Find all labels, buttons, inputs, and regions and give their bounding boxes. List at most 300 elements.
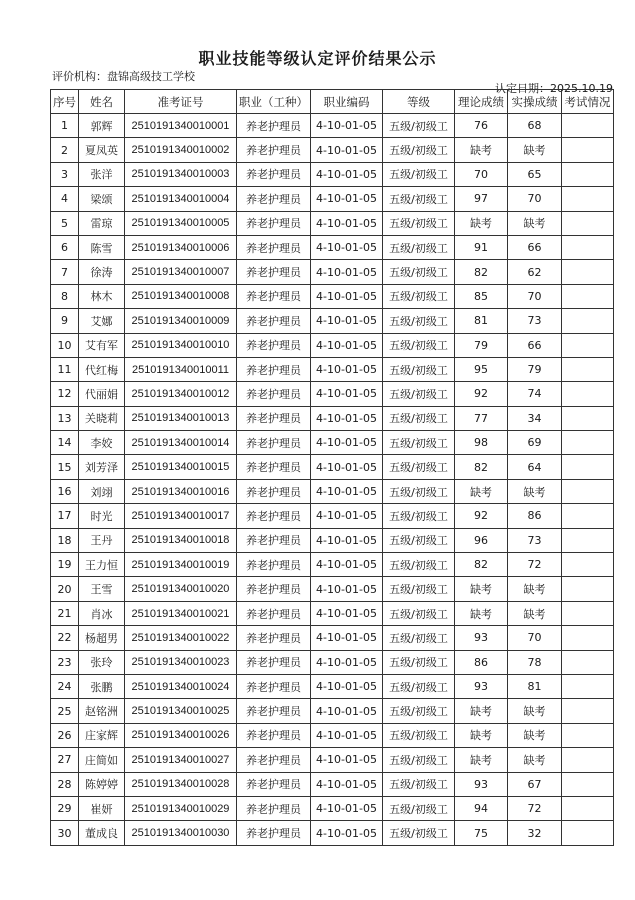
cell-name: 董成良 (79, 821, 125, 845)
header-level: 等级 (383, 90, 455, 114)
cell-level: 五级/初级工 (383, 723, 455, 747)
cell-index: 22 (51, 626, 79, 650)
cell-exam-status (562, 650, 614, 674)
cell-name: 艾有军 (79, 333, 125, 357)
cell-level: 五级/初级工 (383, 211, 455, 235)
cell-exam-id: 2510191340010020 (125, 577, 237, 601)
cell-exam-status (562, 479, 614, 503)
cell-exam-status (562, 699, 614, 723)
cell-exam-id: 2510191340010008 (125, 284, 237, 308)
cell-practical-score: 72 (508, 796, 562, 820)
table-row (51, 601, 614, 625)
cell-exam-id: 2510191340010002 (125, 138, 237, 162)
cell-level: 五级/初级工 (383, 382, 455, 406)
cell-occupation-code: 4-10-01-05 (311, 284, 383, 308)
cell-practical-score: 缺考 (508, 138, 562, 162)
cell-exam-id: 2510191340010015 (125, 455, 237, 479)
cell-theory-score: 96 (455, 528, 508, 552)
cell-occupation: 养老护理员 (237, 650, 311, 674)
cell-level: 五级/初级工 (383, 357, 455, 381)
cell-occupation: 养老护理员 (237, 821, 311, 845)
cell-occupation-code: 4-10-01-05 (311, 723, 383, 747)
cell-practical-score: 66 (508, 235, 562, 259)
cell-index: 27 (51, 748, 79, 772)
cell-occupation-code: 4-10-01-05 (311, 114, 383, 138)
cell-index: 26 (51, 723, 79, 747)
table-row (51, 235, 614, 259)
cell-occupation-code: 4-10-01-05 (311, 357, 383, 381)
cell-exam-id: 2510191340010005 (125, 211, 237, 235)
cell-level: 五级/初级工 (383, 504, 455, 528)
cell-practical-score: 缺考 (508, 699, 562, 723)
cell-practical-score: 缺考 (508, 748, 562, 772)
cell-practical-score: 72 (508, 553, 562, 577)
cell-name: 郭辉 (79, 114, 125, 138)
cell-practical-score: 67 (508, 772, 562, 796)
cell-theory-score: 93 (455, 674, 508, 698)
cell-level: 五级/初级工 (383, 553, 455, 577)
cell-theory-score: 缺考 (455, 748, 508, 772)
header-exam-status: 考试情况 (562, 90, 614, 114)
cell-theory-score: 缺考 (455, 601, 508, 625)
cell-exam-status (562, 674, 614, 698)
cell-occupation-code: 4-10-01-05 (311, 601, 383, 625)
table-row (51, 748, 614, 772)
cell-level: 五级/初级工 (383, 260, 455, 284)
cell-index: 18 (51, 528, 79, 552)
cell-occupation-code: 4-10-01-05 (311, 479, 383, 503)
table-row (51, 699, 614, 723)
cell-exam-id: 2510191340010001 (125, 114, 237, 138)
cell-exam-status (562, 114, 614, 138)
cell-name: 张玲 (79, 650, 125, 674)
cell-exam-status (562, 235, 614, 259)
cell-index: 30 (51, 821, 79, 845)
cell-occupation-code: 4-10-01-05 (311, 772, 383, 796)
cell-name: 杨超男 (79, 626, 125, 650)
cell-occupation-code: 4-10-01-05 (311, 796, 383, 820)
table-row (51, 772, 614, 796)
cell-level: 五级/初级工 (383, 235, 455, 259)
cell-exam-status (562, 138, 614, 162)
cell-name: 陈婷婷 (79, 772, 125, 796)
cell-occupation-code: 4-10-01-05 (311, 455, 383, 479)
cell-occupation: 养老护理员 (237, 674, 311, 698)
cell-index: 15 (51, 455, 79, 479)
table-row (51, 260, 614, 284)
cell-name: 艾娜 (79, 309, 125, 333)
cell-name: 梁颂 (79, 187, 125, 211)
table-row (51, 187, 614, 211)
cell-theory-score: 92 (455, 504, 508, 528)
cell-practical-score: 70 (508, 284, 562, 308)
cell-exam-id: 2510191340010023 (125, 650, 237, 674)
table-row (51, 553, 614, 577)
cell-exam-id: 2510191340010030 (125, 821, 237, 845)
cell-level: 五级/初级工 (383, 674, 455, 698)
cell-name: 庄简如 (79, 748, 125, 772)
table-row (51, 650, 614, 674)
table-row (51, 357, 614, 381)
cell-index: 6 (51, 235, 79, 259)
cell-exam-id: 2510191340010004 (125, 187, 237, 211)
cell-index: 10 (51, 333, 79, 357)
cell-exam-status (562, 406, 614, 430)
cell-level: 五级/初级工 (383, 796, 455, 820)
cell-name: 徐涛 (79, 260, 125, 284)
cell-index: 24 (51, 674, 79, 698)
cell-practical-score: 64 (508, 455, 562, 479)
table-row (51, 796, 614, 820)
cell-exam-id: 2510191340010028 (125, 772, 237, 796)
cell-occupation: 养老护理员 (237, 796, 311, 820)
cell-name: 代丽娟 (79, 382, 125, 406)
cell-name: 代红梅 (79, 357, 125, 381)
cell-index: 7 (51, 260, 79, 284)
cell-exam-status (562, 187, 614, 211)
cell-practical-score: 缺考 (508, 723, 562, 747)
cell-occupation: 养老护理员 (237, 626, 311, 650)
cell-theory-score: 缺考 (455, 699, 508, 723)
cell-occupation: 养老护理员 (237, 431, 311, 455)
cell-occupation: 养老护理员 (237, 504, 311, 528)
cell-occupation: 养老护理员 (237, 235, 311, 259)
cell-exam-status (562, 601, 614, 625)
cell-theory-score: 79 (455, 333, 508, 357)
cell-occupation-code: 4-10-01-05 (311, 431, 383, 455)
cell-occupation: 养老护理员 (237, 284, 311, 308)
page-title: 职业技能等级认定评价结果公示 (198, 49, 437, 68)
cell-exam-id: 2510191340010006 (125, 235, 237, 259)
cell-level: 五级/初级工 (383, 114, 455, 138)
cell-practical-score: 缺考 (508, 601, 562, 625)
cell-name: 雷琼 (79, 211, 125, 235)
table-row (51, 723, 614, 747)
cell-index: 1 (51, 114, 79, 138)
cell-name: 王丹 (79, 528, 125, 552)
cell-index: 5 (51, 211, 79, 235)
cell-theory-score: 98 (455, 431, 508, 455)
cell-theory-score: 82 (455, 553, 508, 577)
cell-exam-status (562, 772, 614, 796)
cell-practical-score: 73 (508, 309, 562, 333)
cell-name: 夏凤英 (79, 138, 125, 162)
table-row (51, 382, 614, 406)
cell-name: 王雪 (79, 577, 125, 601)
cell-practical-score: 32 (508, 821, 562, 845)
cell-index: 11 (51, 357, 79, 381)
cell-index: 29 (51, 796, 79, 820)
cell-practical-score: 68 (508, 114, 562, 138)
cell-occupation: 养老护理员 (237, 138, 311, 162)
cell-exam-status (562, 553, 614, 577)
cell-theory-score: 缺考 (455, 577, 508, 601)
cell-occupation-code: 4-10-01-05 (311, 674, 383, 698)
cell-exam-id: 2510191340010019 (125, 553, 237, 577)
cell-occupation-code: 4-10-01-05 (311, 138, 383, 162)
cell-occupation-code: 4-10-01-05 (311, 699, 383, 723)
cell-index: 23 (51, 650, 79, 674)
cell-index: 2 (51, 138, 79, 162)
cell-theory-score: 86 (455, 650, 508, 674)
cell-index: 13 (51, 406, 79, 430)
cell-name: 肖冰 (79, 601, 125, 625)
table-row (51, 284, 614, 308)
cell-exam-id: 2510191340010021 (125, 601, 237, 625)
table-row (51, 431, 614, 455)
cell-name: 时光 (79, 504, 125, 528)
table-row (51, 504, 614, 528)
cell-occupation: 养老护理员 (237, 333, 311, 357)
cell-occupation-code: 4-10-01-05 (311, 821, 383, 845)
cell-level: 五级/初级工 (383, 406, 455, 430)
table-row (51, 138, 614, 162)
table-header-row (51, 90, 614, 114)
cell-level: 五级/初级工 (383, 601, 455, 625)
header-index: 序号 (51, 90, 79, 114)
cell-exam-status (562, 431, 614, 455)
cell-practical-score: 34 (508, 406, 562, 430)
cell-theory-score: 82 (455, 260, 508, 284)
cell-index: 8 (51, 284, 79, 308)
cell-practical-score: 缺考 (508, 577, 562, 601)
header-exam-id: 准考证号 (125, 90, 237, 114)
cell-index: 25 (51, 699, 79, 723)
cell-occupation-code: 4-10-01-05 (311, 333, 383, 357)
cell-practical-score: 73 (508, 528, 562, 552)
cell-theory-score: 94 (455, 796, 508, 820)
table-row (51, 528, 614, 552)
cell-practical-score: 69 (508, 431, 562, 455)
cell-level: 五级/初级工 (383, 821, 455, 845)
cell-exam-id: 2510191340010029 (125, 796, 237, 820)
cell-theory-score: 77 (455, 406, 508, 430)
cell-index: 4 (51, 187, 79, 211)
cell-occupation: 养老护理员 (237, 723, 311, 747)
cell-exam-id: 2510191340010014 (125, 431, 237, 455)
cell-theory-score: 75 (455, 821, 508, 845)
cell-occupation: 养老护理员 (237, 187, 311, 211)
cell-index: 21 (51, 601, 79, 625)
cell-name: 庄家辉 (79, 723, 125, 747)
cell-occupation: 养老护理员 (237, 406, 311, 430)
table-row (51, 455, 614, 479)
cell-index: 3 (51, 162, 79, 186)
cell-theory-score: 95 (455, 357, 508, 381)
cell-level: 五级/初级工 (383, 138, 455, 162)
table-row (51, 479, 614, 503)
cell-theory-score: 70 (455, 162, 508, 186)
cell-occupation: 养老护理员 (237, 699, 311, 723)
cell-occupation-code: 4-10-01-05 (311, 162, 383, 186)
cell-practical-score: 62 (508, 260, 562, 284)
cell-occupation: 养老护理员 (237, 260, 311, 284)
cell-occupation-code: 4-10-01-05 (311, 528, 383, 552)
cell-level: 五级/初级工 (383, 577, 455, 601)
cell-index: 12 (51, 382, 79, 406)
cell-level: 五级/初级工 (383, 528, 455, 552)
cell-exam-status (562, 748, 614, 772)
cell-index: 19 (51, 553, 79, 577)
cell-theory-score: 93 (455, 626, 508, 650)
cell-practical-score: 66 (508, 333, 562, 357)
cell-theory-score: 缺考 (455, 138, 508, 162)
cell-occupation-code: 4-10-01-05 (311, 577, 383, 601)
cell-index: 14 (51, 431, 79, 455)
table-row (51, 577, 614, 601)
cell-exam-status (562, 626, 614, 650)
cell-exam-status (562, 796, 614, 820)
cell-practical-score: 70 (508, 626, 562, 650)
cell-exam-id: 2510191340010013 (125, 406, 237, 430)
cell-exam-status (562, 455, 614, 479)
cell-exam-status (562, 528, 614, 552)
cell-theory-score: 缺考 (455, 723, 508, 747)
cell-exam-id: 2510191340010007 (125, 260, 237, 284)
cell-occupation-code: 4-10-01-05 (311, 382, 383, 406)
cell-theory-score: 缺考 (455, 479, 508, 503)
cell-level: 五级/初级工 (383, 309, 455, 333)
cell-name: 陈雪 (79, 235, 125, 259)
cell-practical-score: 缺考 (508, 479, 562, 503)
cell-practical-score: 78 (508, 650, 562, 674)
cell-theory-score: 93 (455, 772, 508, 796)
cell-occupation: 养老护理员 (237, 114, 311, 138)
cell-practical-score: 65 (508, 162, 562, 186)
table-row (51, 114, 614, 138)
cell-occupation: 养老护理员 (237, 601, 311, 625)
cell-occupation-code: 4-10-01-05 (311, 235, 383, 259)
cell-practical-score: 70 (508, 187, 562, 211)
cell-level: 五级/初级工 (383, 162, 455, 186)
cell-level: 五级/初级工 (383, 431, 455, 455)
cell-index: 28 (51, 772, 79, 796)
cell-occupation: 养老护理员 (237, 211, 311, 235)
cell-exam-status (562, 821, 614, 845)
cell-occupation: 养老护理员 (237, 553, 311, 577)
cell-exam-id: 2510191340010012 (125, 382, 237, 406)
cell-exam-id: 2510191340010026 (125, 723, 237, 747)
cell-practical-score: 74 (508, 382, 562, 406)
cell-index: 9 (51, 309, 79, 333)
cell-level: 五级/初级工 (383, 479, 455, 503)
cell-level: 五级/初级工 (383, 333, 455, 357)
cell-occupation-code: 4-10-01-05 (311, 309, 383, 333)
cell-occupation-code: 4-10-01-05 (311, 504, 383, 528)
cell-occupation: 养老护理员 (237, 479, 311, 503)
cell-exam-id: 2510191340010018 (125, 528, 237, 552)
cell-exam-id: 2510191340010022 (125, 626, 237, 650)
cell-level: 五级/初级工 (383, 650, 455, 674)
cell-name: 关晓莉 (79, 406, 125, 430)
cell-occupation: 养老护理员 (237, 455, 311, 479)
cell-exam-status (562, 260, 614, 284)
cell-exam-id: 2510191340010016 (125, 479, 237, 503)
cell-occupation: 养老护理员 (237, 748, 311, 772)
cell-exam-id: 2510191340010025 (125, 699, 237, 723)
cell-practical-score: 81 (508, 674, 562, 698)
cell-exam-status (562, 504, 614, 528)
cell-exam-status (562, 382, 614, 406)
cell-occupation: 养老护理员 (237, 382, 311, 406)
cell-occupation-code: 4-10-01-05 (311, 553, 383, 577)
header-practical-score: 实操成绩 (508, 90, 562, 114)
cell-theory-score: 81 (455, 309, 508, 333)
table-row (51, 211, 614, 235)
cell-exam-status (562, 723, 614, 747)
cell-level: 五级/初级工 (383, 284, 455, 308)
cell-exam-id: 2510191340010024 (125, 674, 237, 698)
cell-theory-score: 76 (455, 114, 508, 138)
cell-occupation-code: 4-10-01-05 (311, 260, 383, 284)
cell-occupation-code: 4-10-01-05 (311, 406, 383, 430)
table-row (51, 674, 614, 698)
cell-occupation: 养老护理员 (237, 162, 311, 186)
cell-index: 20 (51, 577, 79, 601)
cell-exam-status (562, 333, 614, 357)
cell-exam-status (562, 162, 614, 186)
cell-occupation-code: 4-10-01-05 (311, 211, 383, 235)
cell-occupation-code: 4-10-01-05 (311, 748, 383, 772)
cell-exam-id: 2510191340010017 (125, 504, 237, 528)
header-name: 姓名 (79, 90, 125, 114)
cell-occupation: 养老护理员 (237, 772, 311, 796)
cell-exam-status (562, 284, 614, 308)
cell-exam-id: 2510191340010010 (125, 333, 237, 357)
cell-level: 五级/初级工 (383, 748, 455, 772)
table-row (51, 333, 614, 357)
cell-occupation: 养老护理员 (237, 357, 311, 381)
cell-theory-score: 缺考 (455, 211, 508, 235)
evaluation-organization: 评价机构：盘锦高级技工学校 (52, 70, 195, 83)
cell-index: 16 (51, 479, 79, 503)
cell-theory-score: 85 (455, 284, 508, 308)
header-occupation-code: 职业编码 (311, 90, 383, 114)
header-occupation: 职业（工种） (237, 90, 311, 114)
cell-name: 刘翊 (79, 479, 125, 503)
cell-name: 张洋 (79, 162, 125, 186)
cell-exam-id: 2510191340010011 (125, 357, 237, 381)
cell-occupation: 养老护理员 (237, 309, 311, 333)
header-theory-score: 理论成绩 (455, 90, 508, 114)
cell-name: 刘芳泽 (79, 455, 125, 479)
table-row (51, 162, 614, 186)
cell-name: 赵铭洲 (79, 699, 125, 723)
cell-name: 李姣 (79, 431, 125, 455)
cell-name: 张鹏 (79, 674, 125, 698)
cell-occupation-code: 4-10-01-05 (311, 650, 383, 674)
cell-occupation: 养老护理员 (237, 577, 311, 601)
cell-name: 王力恒 (79, 553, 125, 577)
cell-level: 五级/初级工 (383, 626, 455, 650)
cell-exam-status (562, 577, 614, 601)
table-body (51, 114, 614, 846)
cell-level: 五级/初级工 (383, 187, 455, 211)
cell-occupation-code: 4-10-01-05 (311, 626, 383, 650)
table-row (51, 309, 614, 333)
cell-level: 五级/初级工 (383, 699, 455, 723)
cell-exam-status (562, 309, 614, 333)
cell-exam-status (562, 211, 614, 235)
cell-practical-score: 79 (508, 357, 562, 381)
table-row (51, 821, 614, 845)
cell-theory-score: 91 (455, 235, 508, 259)
cell-occupation: 养老护理员 (237, 528, 311, 552)
cell-theory-score: 92 (455, 382, 508, 406)
cell-name: 崔妍 (79, 796, 125, 820)
cell-practical-score: 缺考 (508, 211, 562, 235)
table-row (51, 406, 614, 430)
